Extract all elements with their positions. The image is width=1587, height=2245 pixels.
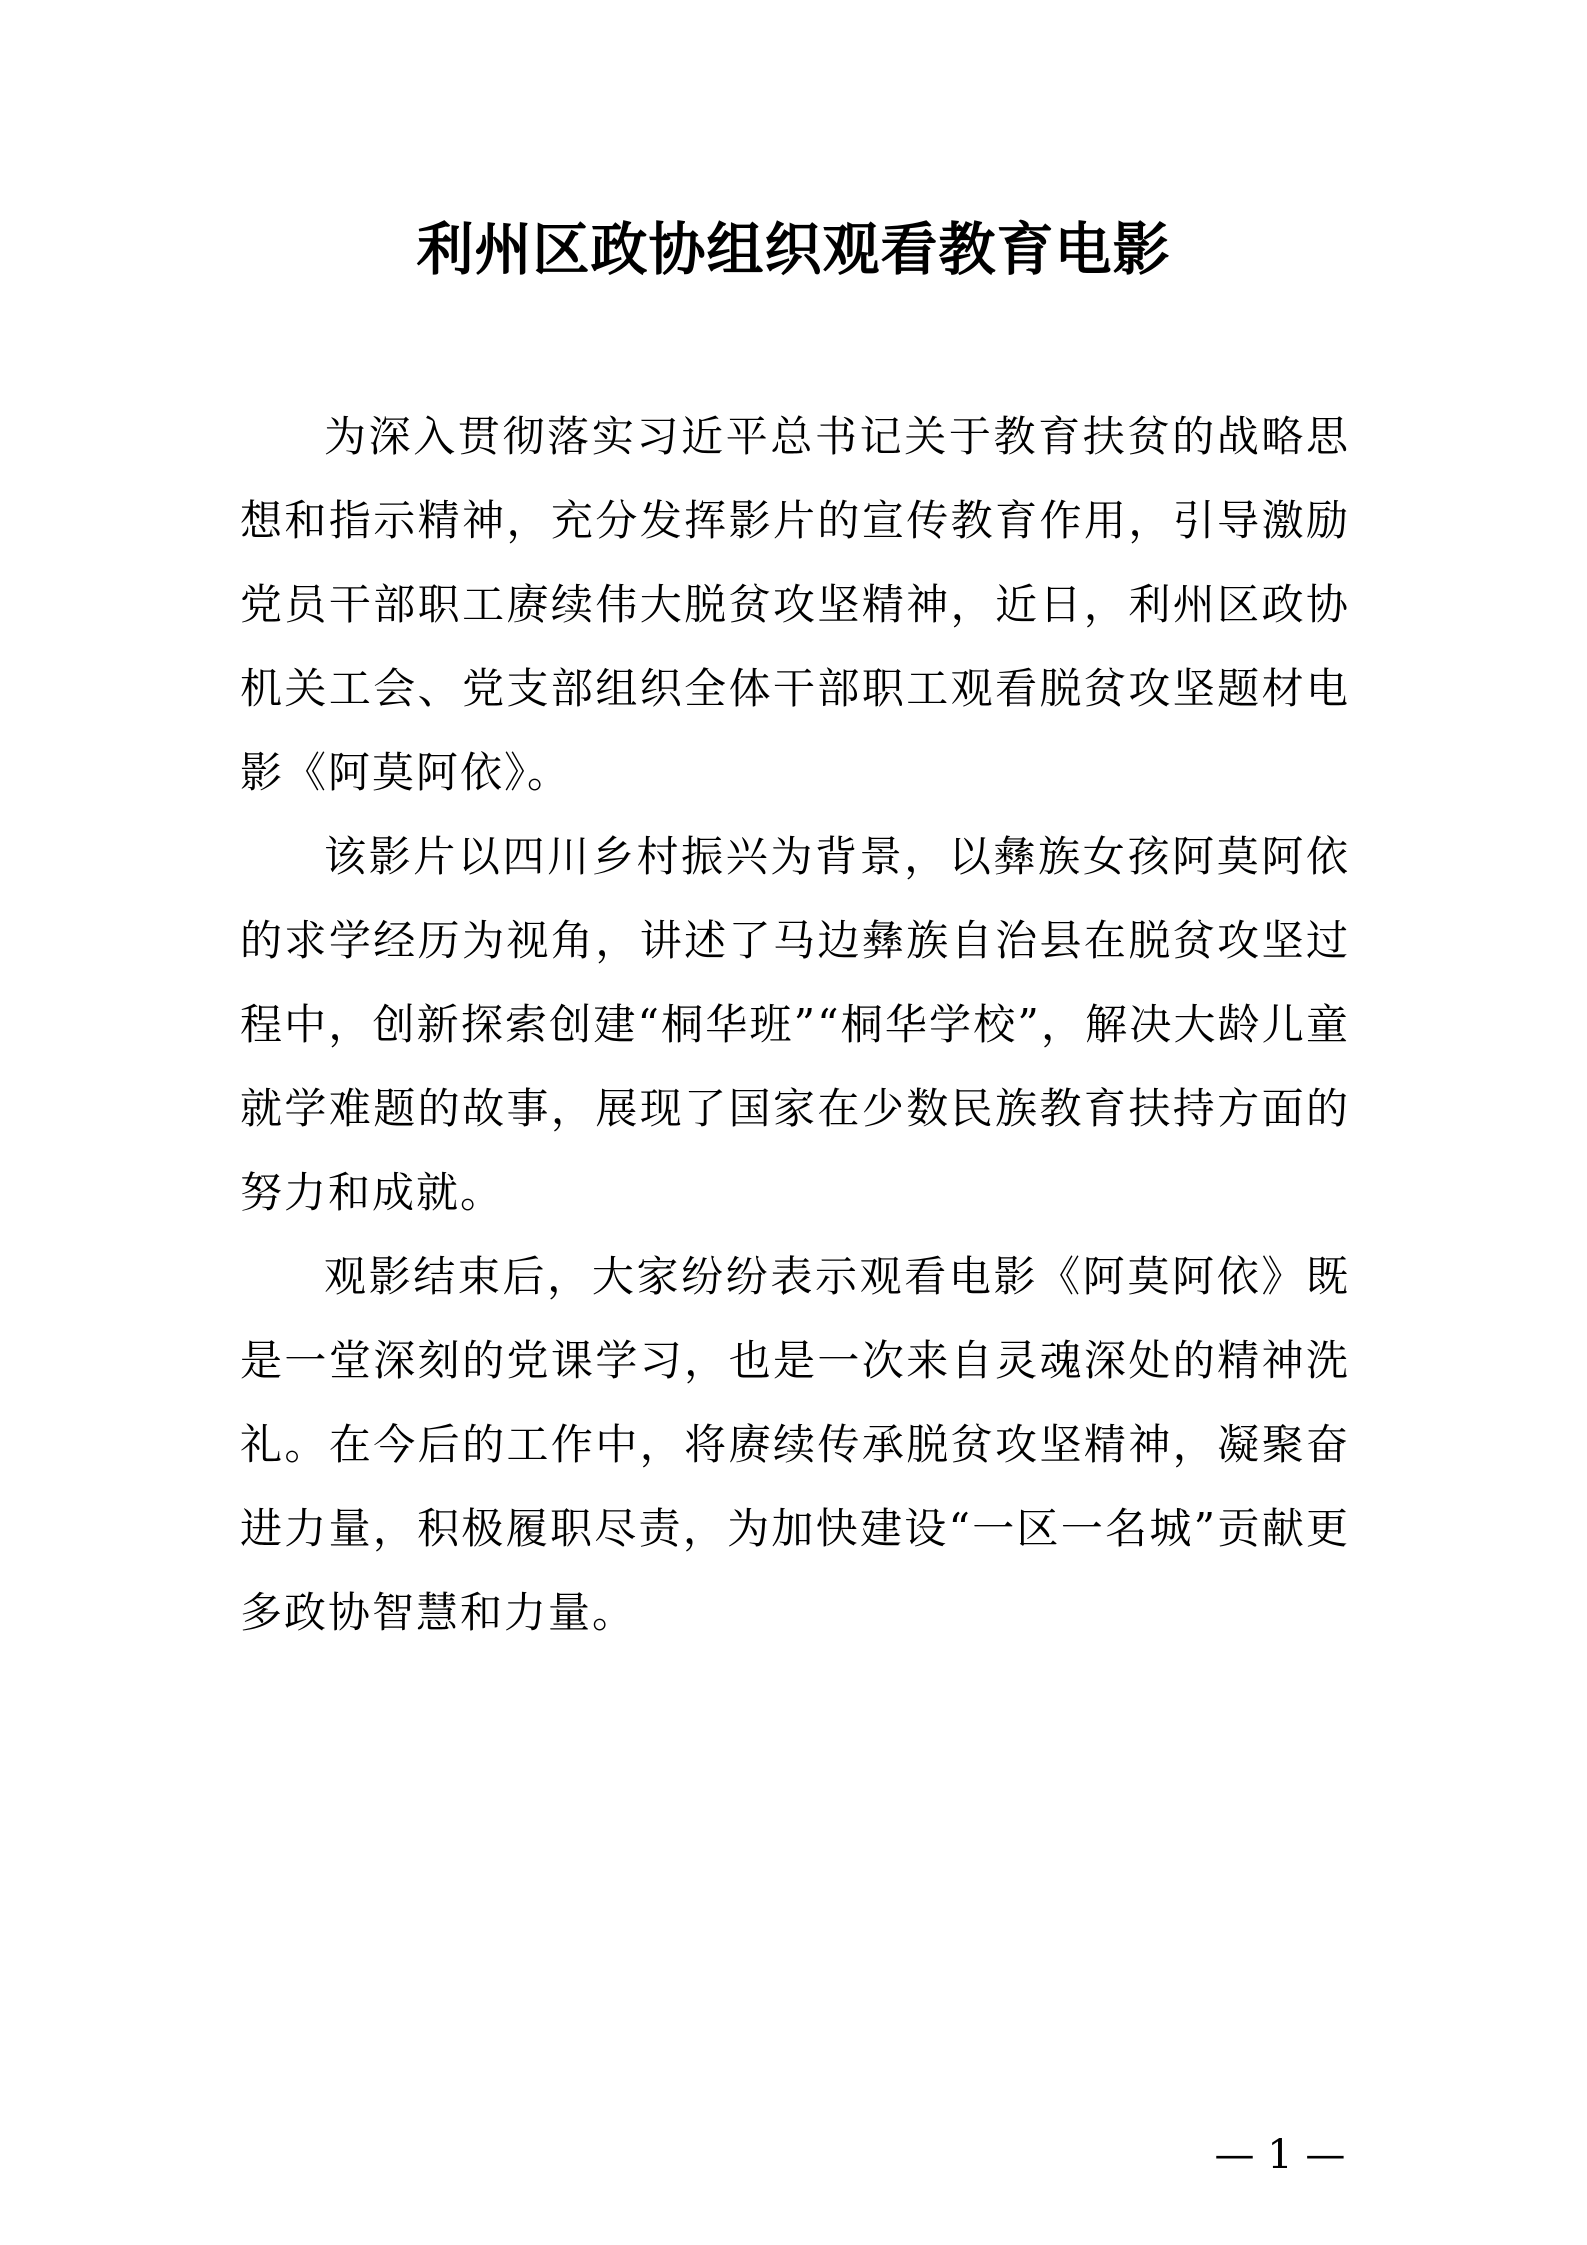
body-paragraph-3: 观影结束后，大家纷纷表示观看电影《阿莫阿依》既是一堂深刻的党课学习，也是一次来自灵魂深处的精神洗礼。在今后的工作中，将赓续传承脱贫攻坚精神，凝聚奋进力量，积极履职尽责，为加快建设“一区一名城”贡献更多政协智慧和力量。 — [240, 1252, 1350, 1637]
body-paragraph-2: 该影片以四川乡村振兴为背景，以彝族女孩阿莫阿依的求学经历为视角，讲述了马边彝族自治县在脱贫攻坚过程中，创新探索创建“桐华班”“桐华学校”，解决大龄儿童就学难题的故事，展现了国家在少数民族教育扶持方面的努力和成就。 — [240, 832, 1350, 1217]
document-title: 利州区政协组织观看教育电影 — [416, 216, 1171, 283]
page-number: — 1 — — [1214, 2132, 1346, 2178]
document-body — [240, 395, 1350, 1655]
body-paragraph-1: 为深入贯彻落实习近平总书记关于教育扶贫的战略思想和指示精神，充分发挥影片的宣传教育作用，引导激励党员干部职工赓续伟大脱贫攻坚精神，近日，利州区政协机关工会、党支部组织全体干部职工观看脱贫攻坚题材电影《阿莫阿依》。 — [240, 412, 1350, 797]
